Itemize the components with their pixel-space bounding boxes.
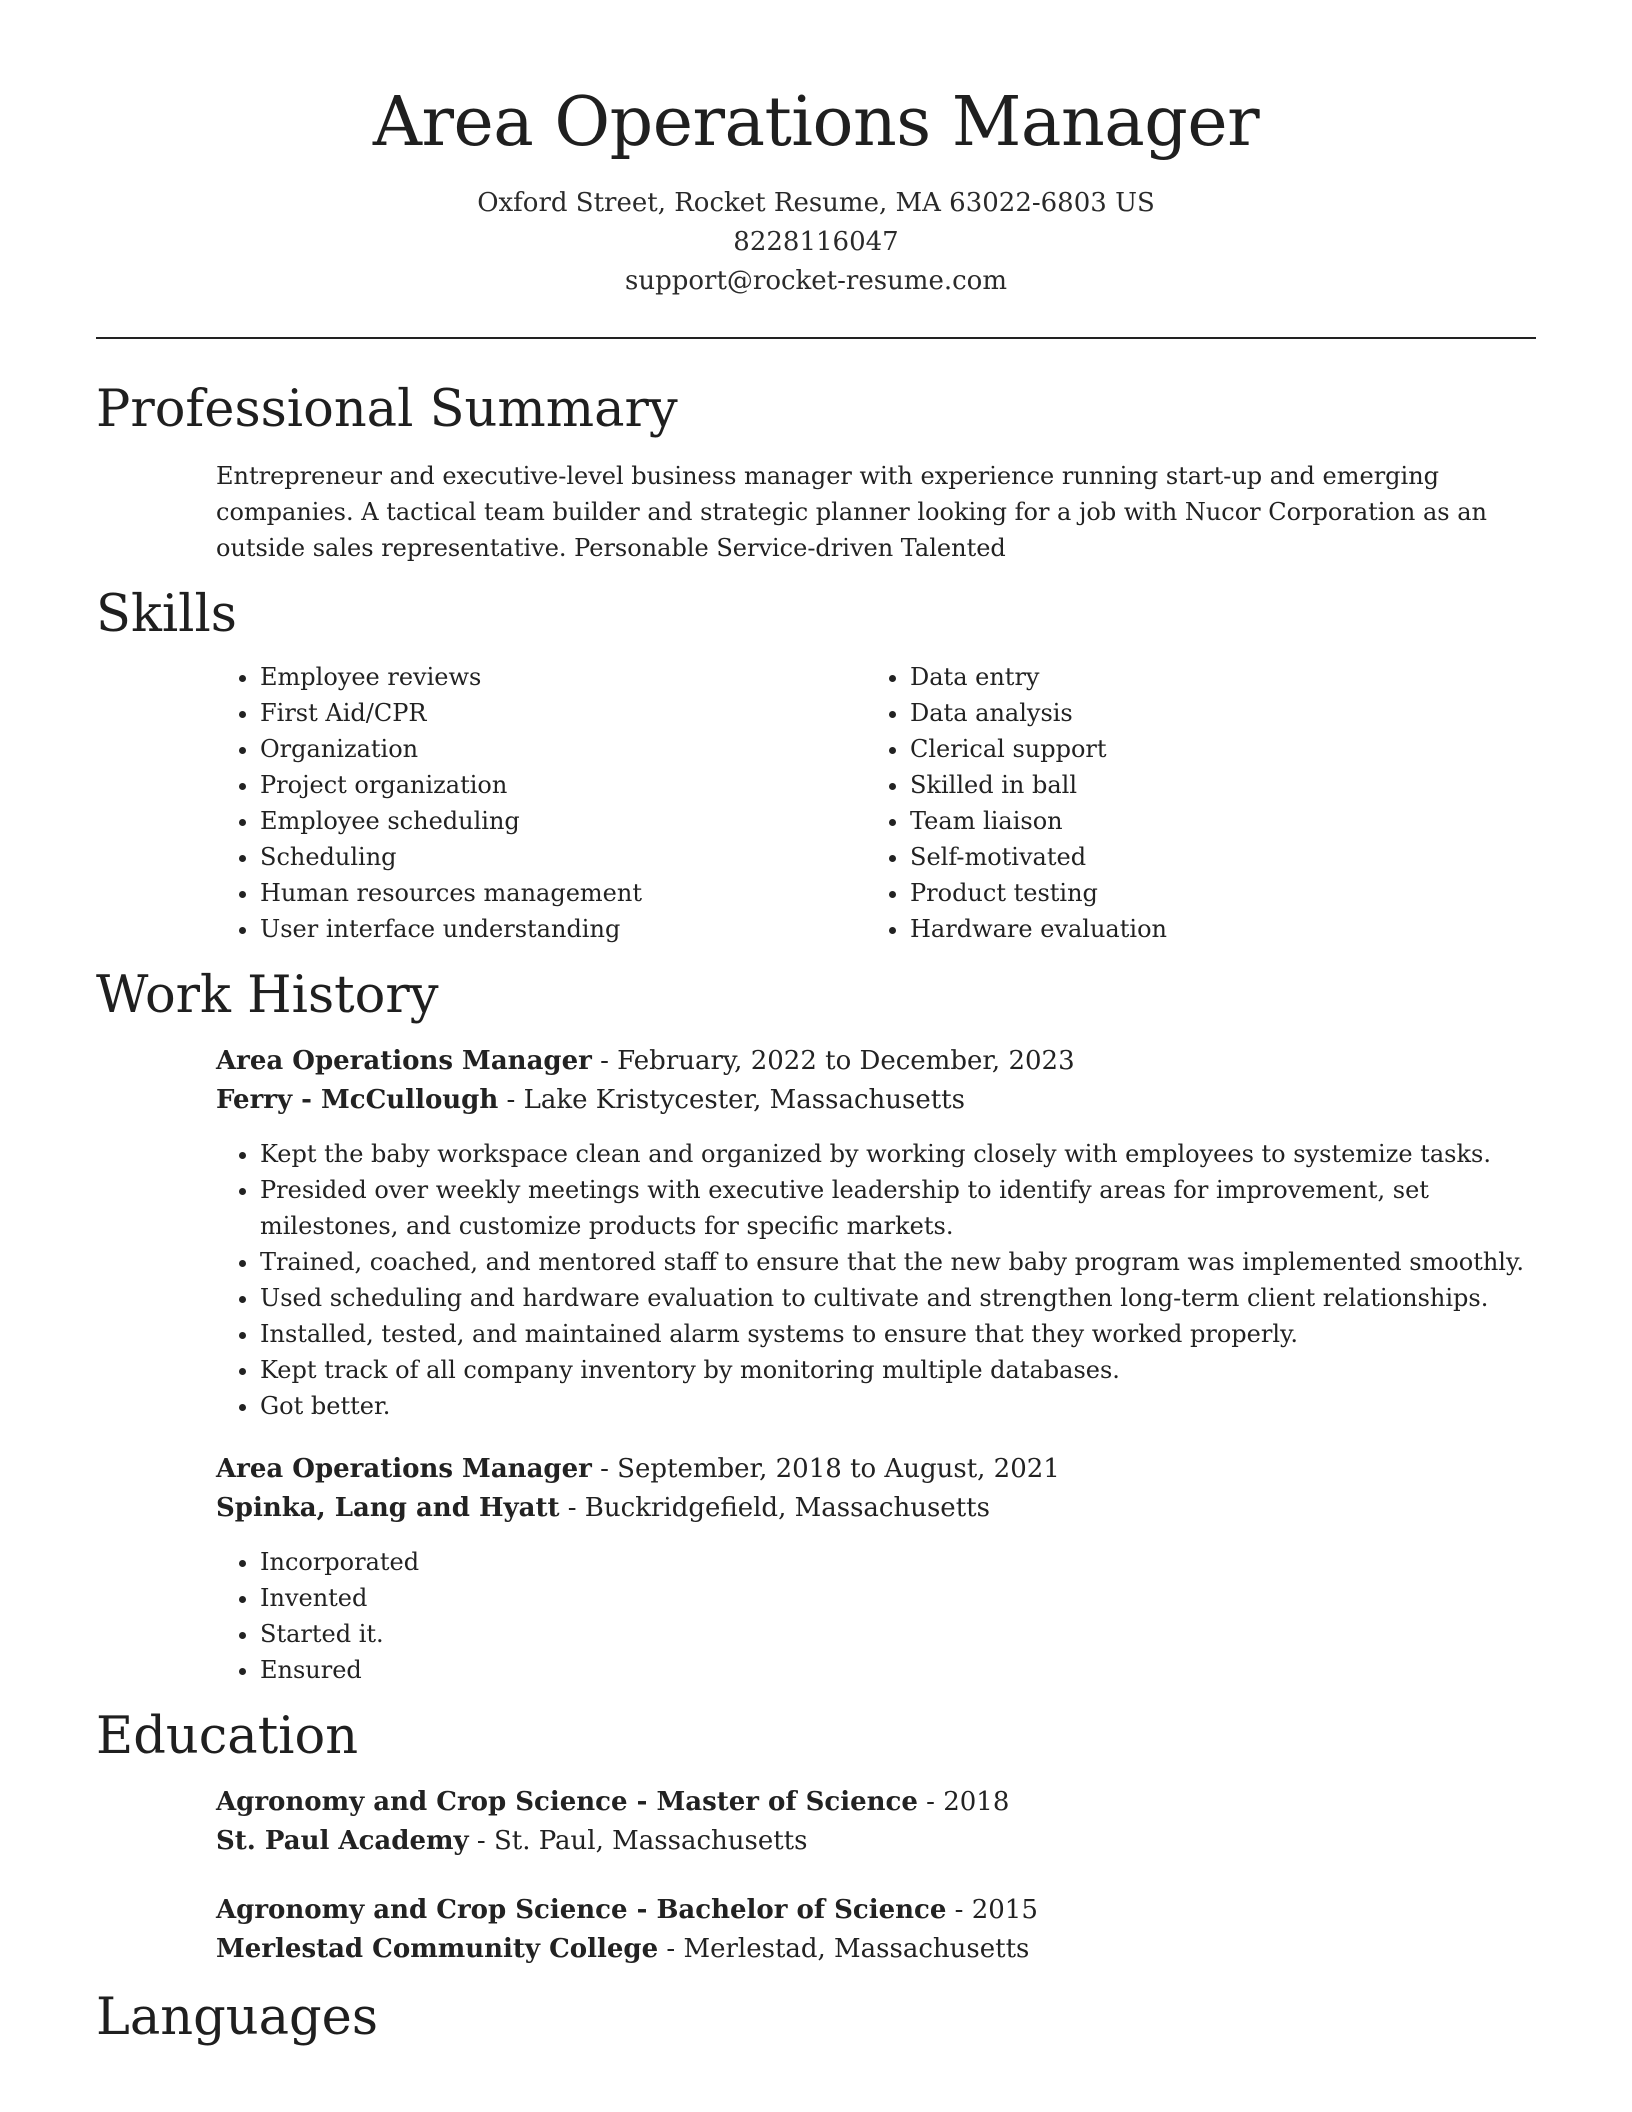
job-dates: - February, 2022 to December, 2023 <box>591 1046 1075 1077</box>
job-bullet: • Got better. <box>260 1388 1536 1424</box>
job-role: Area Operations Manager <box>216 1046 592 1077</box>
skill-item: • Project organization <box>260 767 866 803</box>
education-school: Merlestad Community College <box>216 1934 659 1965</box>
education-degree: Agronomy and Crop Science - Master of Science <box>216 1787 918 1818</box>
skills-heading: Skills <box>96 584 237 644</box>
job-bullet: • Ensured <box>260 1652 1536 1688</box>
skill-item: • Self-motivated <box>910 839 1516 875</box>
summary-heading: Professional Summary <box>96 379 678 439</box>
skill-item: • Skilled in ball <box>910 767 1516 803</box>
job-company-line <box>216 1081 1536 1120</box>
education-entry <box>96 1891 1536 1969</box>
education-degree: Agronomy and Crop Science - Bachelor of Science <box>216 1895 947 1926</box>
job-bullet: • Trained, coached, and mentored staff to ensure that the new baby program was implemented smoothly. <box>260 1244 1536 1280</box>
skill-item: • Product testing <box>910 875 1516 911</box>
skill-item: • Team liaison <box>910 803 1516 839</box>
skill-item: • Data analysis <box>910 695 1516 731</box>
job-title-line <box>216 1450 1536 1489</box>
job-role: Area Operations Manager <box>216 1454 592 1485</box>
education-entry <box>96 1783 1536 1861</box>
skill-item: • Organization <box>260 731 866 767</box>
job-bullet: • Kept the baby workspace clean and organized by working closely with employees to systemize tasks. <box>260 1136 1536 1172</box>
job-entry <box>96 1042 1536 1424</box>
job-dates: - September, 2018 to August, 2021 <box>591 1454 1060 1485</box>
skill-item: • Employee scheduling <box>260 803 866 839</box>
job-bullet: • Presided over weekly meetings with executive leadership to identify areas for improvement, set milestones, and customize products for specific markets. <box>260 1172 1536 1244</box>
education-heading: Education <box>96 1707 359 1767</box>
skill-item: • Employee reviews <box>260 659 866 695</box>
job-bullet: • Started it. <box>260 1616 1536 1652</box>
email: support@rocket-resume.com <box>624 265 1007 296</box>
job-title-line <box>216 1042 1536 1081</box>
job-bullet: • Kept track of all company inventory by monitoring multiple databases. <box>260 1352 1536 1388</box>
job-bullet: • Installed, tested, and maintained alarm systems to ensure that they worked properly. <box>260 1316 1536 1352</box>
job-location: - Lake Kristycester, Massachusetts <box>498 1085 965 1116</box>
resume-header <box>96 0 1536 301</box>
skills-column-left <box>216 659 866 947</box>
job-company: Spinka, Lang and Hyatt <box>216 1493 560 1524</box>
summary-text: Entrepreneur and executive-level business manager with experience running start-up and emerging companies. A tactical team builder and strategic planner looking for a job with Nucor Corporation as an outside sales representative. Personable Service-driven Talented <box>216 461 1488 562</box>
job-bullets <box>216 1136 1536 1424</box>
education-location: - St. Paul, Massachusetts <box>468 1826 808 1857</box>
job-company: Ferry - McCullough <box>216 1085 499 1116</box>
skills-list <box>96 659 1536 947</box>
education-location: - Merlestad, Massachusetts <box>658 1934 1030 1965</box>
education-school-line <box>216 1822 1536 1861</box>
education-year: - 2018 <box>917 1787 1010 1818</box>
job-bullet: • Incorporated <box>260 1544 1536 1580</box>
phone: 8228116047 <box>733 226 899 257</box>
education-school: St. Paul Academy <box>216 1826 469 1857</box>
languages-heading: Languages <box>96 1988 379 2048</box>
job-bullet: • Invented <box>260 1580 1536 1616</box>
candidate-name: Area Operations Manager <box>372 83 1260 162</box>
job-bullets <box>216 1544 1536 1688</box>
job-bullet: • Used scheduling and hardware evaluation to cultivate and strengthen long-term client relationships. <box>260 1280 1536 1316</box>
job-location: - Buckridgefield, Massachusetts <box>559 1493 990 1524</box>
header-divider <box>96 337 1536 339</box>
skill-item: • Hardware evaluation <box>910 911 1516 947</box>
skill-item: • Scheduling <box>260 839 866 875</box>
skill-item: • Human resources management <box>260 875 866 911</box>
education-degree-line <box>216 1783 1536 1822</box>
education-degree-line <box>216 1891 1536 1930</box>
education-school-line <box>216 1930 1536 1969</box>
skill-item: • User interface understanding <box>260 911 866 947</box>
education-year: - 2015 <box>946 1895 1038 1926</box>
skill-item: • First Aid/CPR <box>260 695 866 731</box>
job-entry <box>96 1450 1536 1688</box>
address: Oxford Street, Rocket Resume, MA 63022-6803 US <box>477 187 1155 218</box>
job-company-line <box>216 1489 1536 1528</box>
work-history-heading: Work History <box>96 965 439 1025</box>
contact-block <box>96 184 1536 301</box>
skill-item: • Data entry <box>910 659 1516 695</box>
skills-column-right <box>866 659 1516 947</box>
skill-item: • Clerical support <box>910 731 1516 767</box>
